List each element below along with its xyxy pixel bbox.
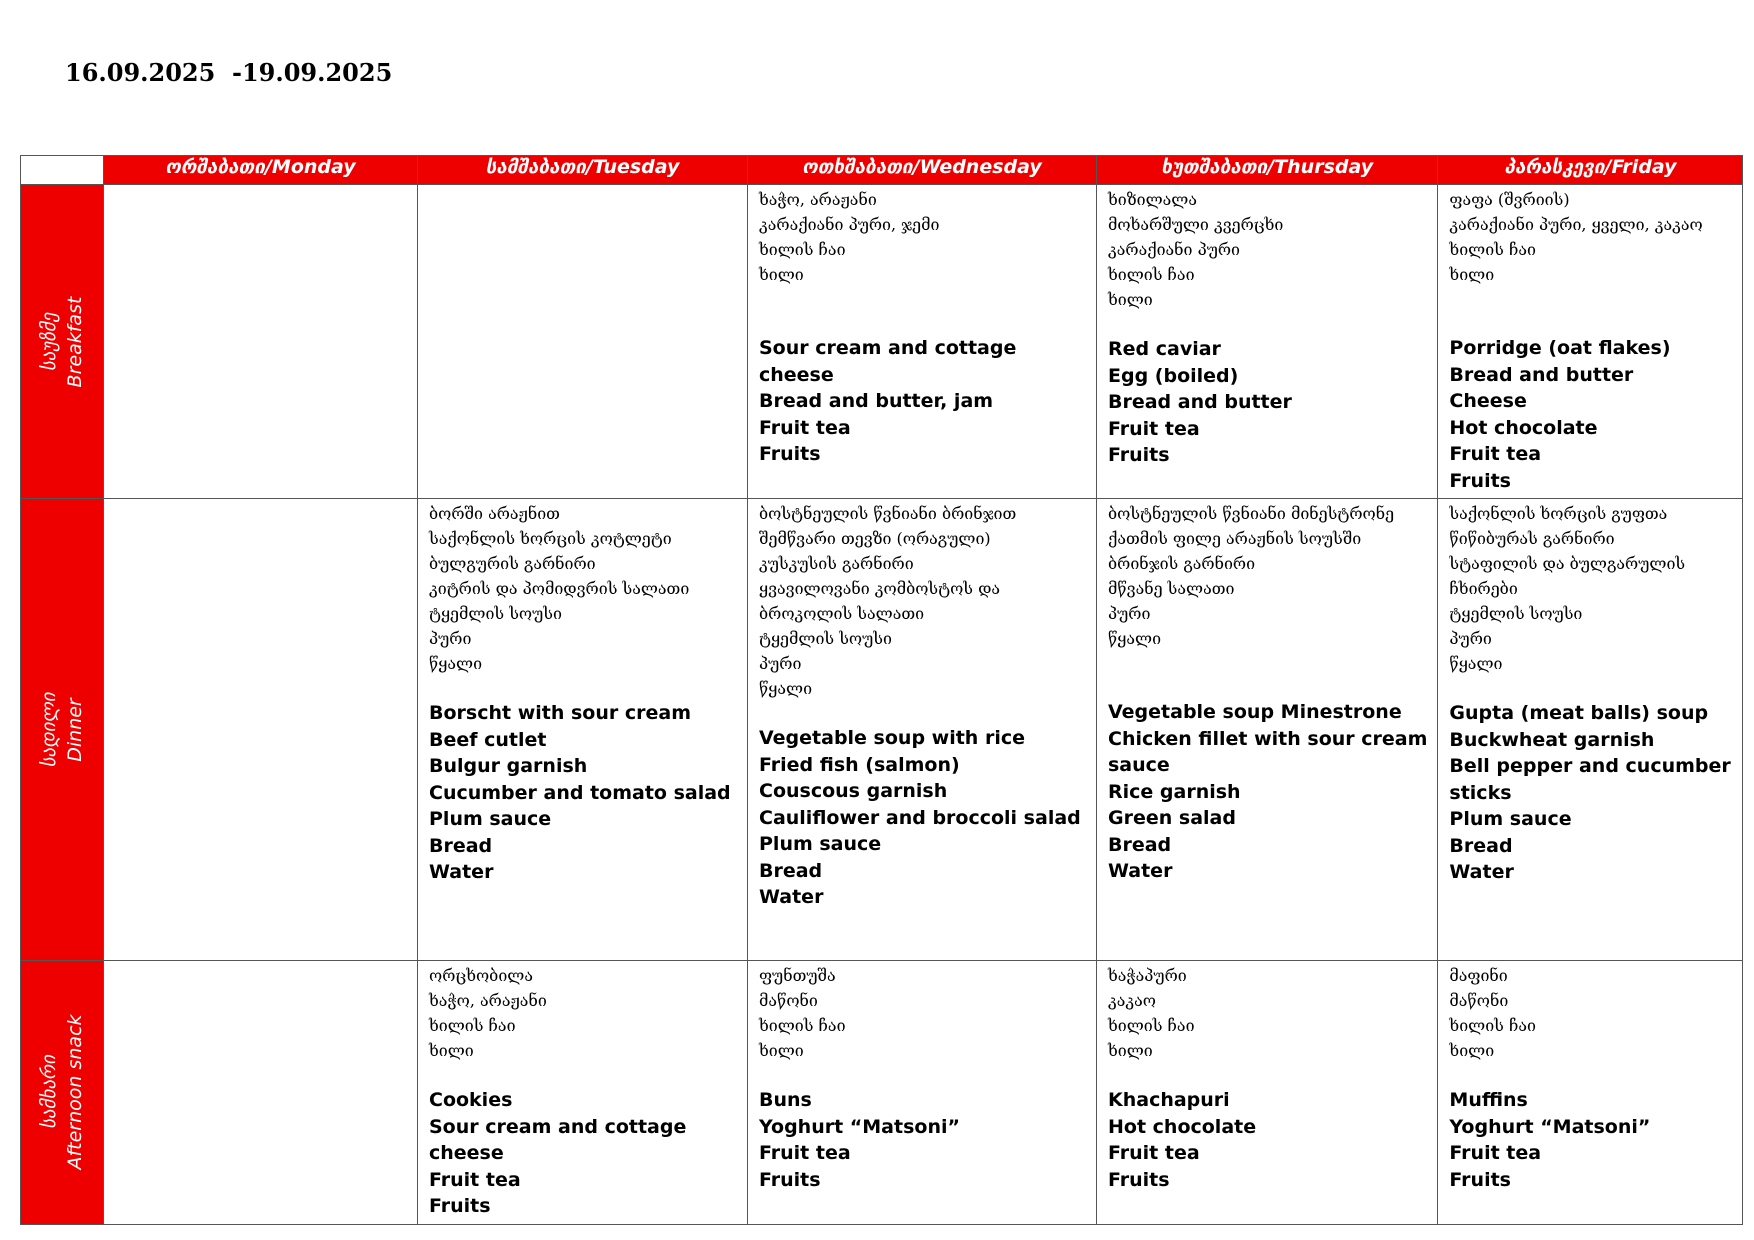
day-header-wednesday: ოთხშაბათი/Wednesday — [748, 156, 1097, 185]
dish-english: Fruit tea — [759, 1142, 851, 1164]
dish-georgian: ხიზილალა — [1108, 190, 1198, 209]
dish-english: Bread — [759, 859, 823, 882]
dish-georgian: ხილი — [1108, 290, 1153, 309]
dish-georgian: კარაქიანი პური — [1108, 240, 1240, 259]
dish-english: Bulgur garnish — [429, 755, 588, 777]
dish-georgian: წყალი — [1449, 654, 1503, 673]
dish-english: Vegetable soup Minestrone — [1108, 701, 1402, 723]
menu-cell-wednesday — [748, 961, 1097, 1225]
dish-georgian: კუსკუსის გარნირი — [759, 554, 914, 573]
dish-english: Buns — [759, 1089, 812, 1111]
dish-english: Bread — [1108, 833, 1172, 856]
dish-georgian: პური — [759, 654, 802, 673]
dish-georgian: პური — [1449, 629, 1492, 648]
dish-english: Cauliflower and broccoli salad — [759, 806, 1081, 829]
dish-english: Plum sauce — [759, 833, 882, 855]
dish-english: Red caviar — [1108, 338, 1221, 360]
menu-cell-thursday — [1097, 185, 1438, 499]
dish-georgian: ბოსტნეულის წვნიანი მინესტრონე — [1108, 504, 1395, 523]
dish-georgian: ხილი — [1449, 265, 1495, 284]
menu-cell-tuesday — [418, 499, 748, 961]
dish-english: Fruits — [429, 1195, 491, 1217]
dish-english: cheese — [429, 1142, 504, 1164]
dish-georgian: ხილის ჩაი — [1108, 1016, 1195, 1035]
dish-english: Porridge (oat flakes) — [1449, 337, 1671, 359]
menu-cell-tuesday — [418, 185, 748, 499]
dish-english: Water — [759, 886, 824, 908]
dish-english: Bread and butter, jam — [759, 390, 994, 412]
dish-english: Sour cream and cottage — [429, 1115, 687, 1138]
meal-label — [36, 296, 88, 387]
dish-georgian: წყალი — [429, 654, 483, 673]
dish-georgian: ბულგურის გარნირი — [429, 554, 596, 573]
dish-georgian: ხილის ჩაი — [1449, 240, 1536, 259]
dish-english: Bread — [1449, 834, 1513, 857]
menu-cell-thursday — [1097, 499, 1438, 961]
dish-english: Muffins — [1449, 1089, 1528, 1111]
menu-cell-friday — [1438, 185, 1743, 499]
dish-english: Sour cream and cottage — [759, 337, 1017, 359]
dish-georgian: ფუნთუშა — [759, 966, 836, 985]
dish-georgian: ბროკოლის სალათი — [759, 604, 925, 623]
dish-georgian: ხილი — [759, 265, 804, 284]
dish-georgian: სტაფილის და ბულგარულის — [1449, 554, 1686, 573]
dish-english: Fruit tea — [1449, 1142, 1542, 1164]
dish-english: cheese — [759, 363, 834, 386]
menu-cell-monday — [104, 499, 418, 961]
day-header-thursday: ხუთშაბათი/Thursday — [1097, 156, 1438, 185]
dish-english: Fruit tea — [429, 1168, 521, 1191]
menu-cell-tuesday — [418, 961, 748, 1225]
dish-georgian: მაფინი — [1449, 966, 1508, 985]
dish-english: Gupta (meat balls) soup — [1449, 702, 1709, 724]
meal-label-cell — [21, 499, 104, 961]
meal-row-dinner — [21, 499, 1743, 961]
dish-georgian: ბოსტნეულის წვნიანი ბრინჯით — [759, 504, 1017, 523]
meal-name-georgian: სადილი — [38, 691, 60, 768]
dish-english: Khachapuri — [1108, 1089, 1230, 1111]
dish-georgian: ხილი — [1449, 1041, 1495, 1060]
dish-georgian: ხაჭო, არაჟანი — [429, 991, 547, 1010]
menu-cell-monday — [104, 961, 418, 1225]
meal-label — [36, 1015, 88, 1170]
dish-georgian: ტყემლის სოუსი — [1449, 604, 1583, 623]
dish-georgian: ქათმის ფილე არაჟნის სოუსში — [1108, 529, 1362, 548]
dish-english: Hot chocolate — [1108, 1115, 1257, 1138]
dish-english: Bell pepper and cucumber — [1449, 755, 1731, 777]
dish-english: Rice garnish — [1108, 780, 1241, 803]
dish-georgian: კიტრის და პომიდვრის სალათი — [429, 579, 690, 598]
meal-label-cell — [21, 185, 104, 499]
dish-georgian: მოხარშული კვერცხი — [1108, 215, 1284, 234]
menu-cell-monday — [104, 185, 418, 499]
dish-english: Fruits — [759, 443, 821, 465]
meal-label — [36, 692, 88, 767]
dish-english: Water — [1108, 860, 1173, 882]
dish-georgian: ხილის ჩაი — [759, 1016, 846, 1035]
dish-english: Hot chocolate — [1449, 416, 1598, 439]
dish-english: Yoghurt “Matsoni” — [759, 1115, 960, 1138]
dish-georgian: კარაქიანი პური, ყველი, კაკაო — [1449, 215, 1703, 234]
weekly-menu-table — [20, 155, 1743, 1225]
dish-georgian: მაწონი — [759, 991, 818, 1010]
dish-english: Fruits — [1108, 1168, 1170, 1191]
dish-english: Fruit tea — [1449, 443, 1542, 465]
meal-label-cell — [21, 961, 104, 1225]
dish-georgian: ხილი — [429, 1041, 474, 1060]
dish-english: Couscous garnish — [759, 780, 948, 802]
meal-name-english: Dinner — [64, 697, 86, 762]
dish-english: Plum sauce — [429, 808, 552, 830]
dish-english: Fruits — [759, 1168, 821, 1191]
dish-english: Fruits — [1449, 469, 1511, 492]
dish-georgian: ტყემლის სოუსი — [759, 629, 892, 648]
dish-georgian: მწვანე სალათი — [1108, 579, 1235, 598]
dish-english: Cheese — [1449, 390, 1527, 412]
dish-english: sticks — [1449, 781, 1512, 804]
dish-georgian: პური — [429, 629, 472, 648]
dish-english: Bread and butter — [1108, 391, 1292, 413]
dish-georgian: წყალი — [1108, 629, 1162, 648]
dish-english: Water — [1449, 861, 1514, 883]
meal-name-english: Breakfast — [64, 296, 86, 387]
dish-georgian: ორცხობილა — [429, 966, 533, 985]
dish-english: Vegetable soup with rice — [759, 727, 1025, 749]
meal-name-english: Afternoon snack — [64, 1014, 86, 1170]
dish-english: Plum sauce — [1449, 808, 1572, 830]
dish-english: Beef cutlet — [429, 728, 547, 751]
dish-english: Fruit tea — [1108, 1142, 1200, 1164]
day-header-tuesday: სამშაბათი/Tuesday — [418, 156, 748, 185]
dish-georgian: ხილის ჩაი — [1449, 1016, 1536, 1035]
dish-english: Chicken fillet with sour cream — [1108, 727, 1428, 750]
dish-georgian: ხილის ჩაი — [429, 1016, 516, 1035]
menu-cell-thursday — [1097, 961, 1438, 1225]
menu-cell-friday — [1438, 961, 1743, 1225]
dish-georgian: ფაფა (შვრიის) — [1449, 190, 1570, 209]
dish-english: Water — [429, 861, 494, 883]
dish-english: Buckwheat garnish — [1449, 728, 1655, 751]
meal-name-georgian: საუზმე — [38, 312, 60, 371]
dish-georgian: ჩხირები — [1449, 579, 1518, 598]
dish-english: Yoghurt “Matsoni” — [1449, 1115, 1651, 1138]
dish-english: Green salad — [1108, 807, 1236, 829]
dish-georgian: ხილის ჩაი — [1108, 265, 1195, 284]
dish-georgian: მაწონი — [1449, 991, 1509, 1010]
day-header-friday: პარასკევი/Friday — [1438, 156, 1743, 185]
dish-english: Fruit tea — [759, 416, 851, 439]
dish-georgian: საქონლის ხორცის გუფთა — [1449, 504, 1668, 523]
dish-georgian: კაკაო — [1108, 991, 1156, 1010]
dish-english: Fruits — [1449, 1168, 1511, 1191]
meal-row-afternoon-snack — [21, 961, 1743, 1225]
dish-english: Fruit tea — [1108, 417, 1200, 440]
dish-georgian: საქონლის ხორცის კოტლეტი — [429, 529, 672, 548]
dish-english: sauce — [1108, 754, 1170, 776]
dish-english: Fruits — [1108, 444, 1170, 466]
date-range: 16.09.2025 -19.09.2025 — [65, 58, 393, 87]
dish-english: Borscht with sour cream — [429, 702, 692, 724]
corner-cell — [21, 156, 104, 185]
dish-georgian: პური — [1108, 604, 1151, 623]
dish-english: Cucumber and tomato salad — [429, 781, 731, 804]
dish-georgian: ხაჭო, არაჟანი — [759, 190, 877, 209]
dish-georgian: ხაჭაპური — [1108, 966, 1187, 985]
day-header-row — [21, 156, 1743, 185]
dish-english: Egg (boiled) — [1108, 364, 1239, 387]
dish-georgian: ბორში არაჟნით — [429, 504, 560, 523]
dish-georgian: წყალი — [759, 679, 813, 698]
dish-georgian: შემწვარი თევზი (ორაგული) — [759, 529, 991, 548]
dish-english: Fried fish (salmon) — [759, 753, 960, 776]
dish-english: Bread — [429, 834, 493, 857]
dish-georgian: წიწიბურას გარნირი — [1449, 529, 1615, 548]
menu-cell-friday — [1438, 499, 1743, 961]
dish-georgian: ბრინჯის გარნირი — [1108, 554, 1256, 573]
day-header-monday: ორშაბათი/Monday — [104, 156, 418, 185]
dish-georgian: ხილის ჩაი — [759, 240, 846, 259]
dish-georgian: ყვავილოვანი კომბოსტოს და — [759, 579, 1001, 598]
menu-cell-wednesday — [748, 499, 1097, 961]
dish-georgian: ხილი — [1108, 1041, 1153, 1060]
dish-english: Cookies — [429, 1089, 513, 1111]
dish-english: Bread and butter — [1449, 363, 1634, 386]
meal-row-breakfast — [21, 185, 1743, 499]
dish-georgian: ტყემლის სოუსი — [429, 604, 562, 623]
meal-name-georgian: სამხარი — [38, 1055, 60, 1130]
dish-georgian: ხილი — [759, 1041, 804, 1060]
menu-cell-wednesday — [748, 185, 1097, 499]
dish-georgian: კარაქიანი პური, ჯემი — [759, 215, 940, 234]
